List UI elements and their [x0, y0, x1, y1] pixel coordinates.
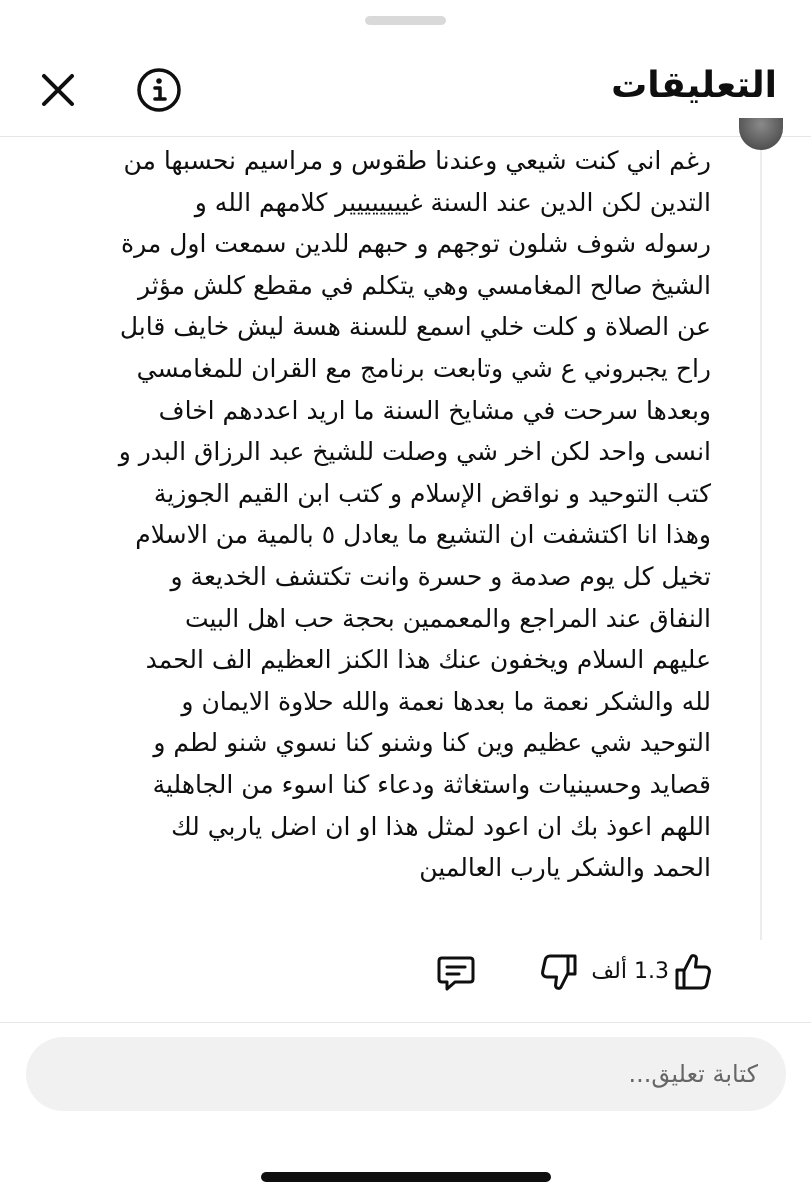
comment-text-line: اللهم اعوذ بك ان اعود لمثل هذا او ان اضل ياربي لك — [171, 811, 711, 841]
like-count: 1.3 ألف — [591, 959, 669, 984]
composer-divider — [0, 1022, 811, 1023]
comment-text-line: قصايد وحسينيات واستغاثة ودعاء كنا اسوء من الجاهلية — [152, 769, 711, 799]
thumbs-up-icon — [673, 950, 713, 994]
comment-text-line: رغم اني كنت شيعي وعندنا طقوس و مراسيم نحسبها من — [123, 146, 711, 175]
comment-text-line: رسوله شوف شلون توجهم و حبهم للدين سمعت اول مرة — [121, 229, 711, 259]
comment-text-line: انسى واحد لكن اخر شي وصلت للشيخ عبد الرزاق البدر و — [118, 437, 711, 467]
avatar[interactable] — [739, 118, 783, 150]
comment-input[interactable] — [26, 1037, 786, 1111]
comments-header — [0, 40, 811, 137]
comment-text-line: التوحيد شي عظيم وين كنا وشنو كنا نسوي شنو لطم و — [153, 728, 711, 758]
reply-icon — [435, 952, 477, 994]
reply-button[interactable] — [435, 952, 477, 994]
close-button[interactable] — [34, 66, 82, 114]
comment-text-line: وهذا انا اكتشفت ان التشيع ما يعادل ٥ بالمية من الاسلام — [135, 520, 711, 550]
comment-text-line: الحمد والشكر يارب العالمين — [419, 853, 711, 883]
thumbs-down-icon — [539, 950, 579, 994]
comment-text-line: كتب التوحيد و نواقض الإسلام و كتب ابن القيم الجوزية — [153, 478, 711, 508]
dislike-button[interactable] — [539, 950, 579, 994]
comment-text-line: وبعدها سرحت في مشايخ السنة ما اريد اعددهم اخاف — [158, 395, 711, 425]
comment-composer — [26, 1037, 786, 1111]
comment-text-line: تخيل كل يوم صدمة و حسرة وانت تكتشف الخديعة و — [170, 561, 711, 591]
like-button[interactable] — [673, 950, 713, 994]
info-icon — [134, 65, 184, 115]
close-icon — [34, 66, 82, 114]
comment-actions — [0, 948, 811, 998]
home-indicator[interactable] — [261, 1172, 551, 1182]
comment-text-line: الشيخ صالح المغامسي وهي يتكلم في مقطع كلش مؤثر — [137, 270, 711, 300]
comment-text-line: لله والشكر نعمة ما بعدها نعمة والله حلاوة الايمان و — [181, 686, 711, 716]
comment-text — [71, 140, 711, 889]
comment-text-line: عليهم السلام ويخفون عنك هذا الكنز العظيم الف الحمد — [145, 645, 711, 675]
info-button[interactable] — [134, 65, 184, 115]
comment-text-line: عن الصلاة و كلت خلي اسمع للسنة هسة ليش خايف قابل — [119, 312, 711, 342]
thread-line — [760, 150, 762, 940]
sheet-drag-handle[interactable] — [365, 16, 446, 25]
comment-text-line: راح يجبروني ع شي وتابعت برنامج مع القران للمغامسي — [136, 353, 711, 383]
page-title: التعليقات — [611, 65, 777, 106]
comment-text-line: النفاق عند المراجع والمعممين بحجة حب اهل البيت — [184, 603, 711, 633]
comment-text-line: التدين لكن الدين عند السنة غيييييييير كلامهم الله و — [194, 187, 711, 217]
